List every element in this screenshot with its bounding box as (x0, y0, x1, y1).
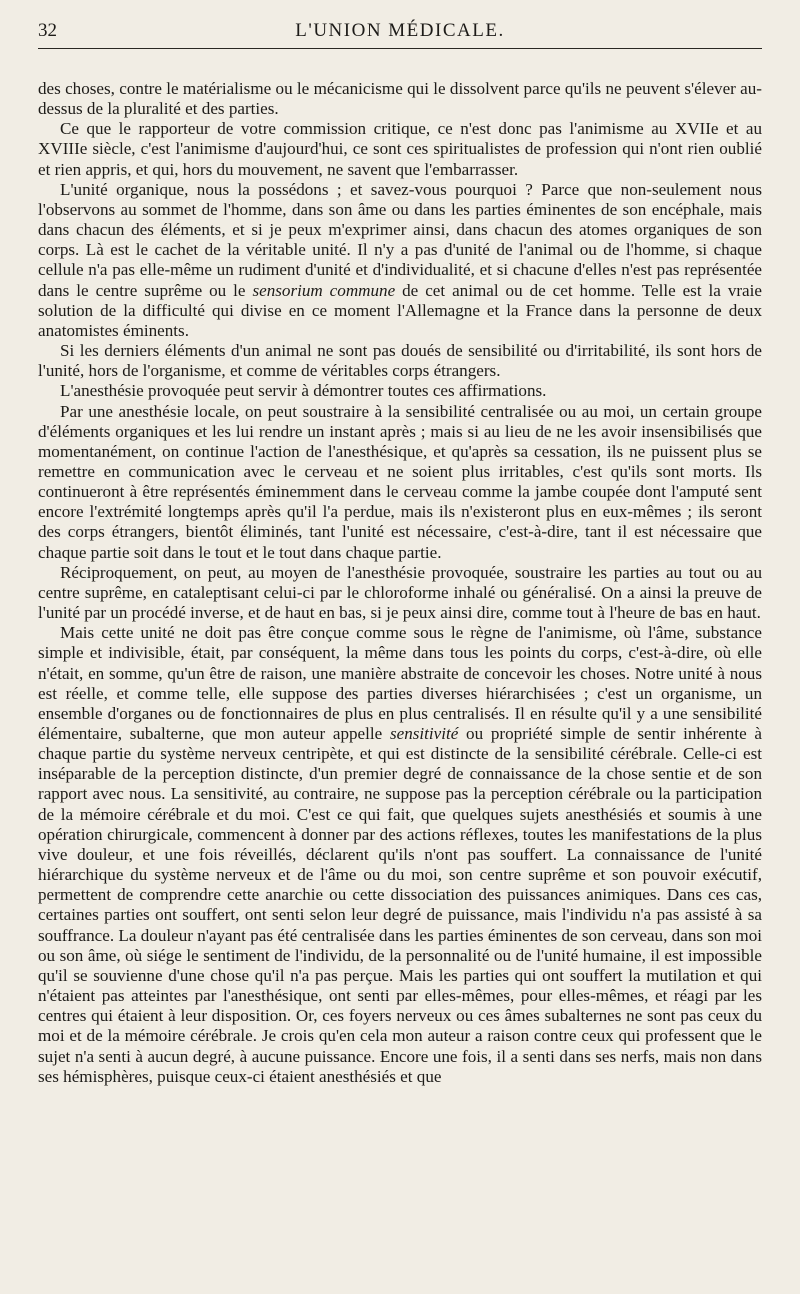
paragraph-text: de cet animal ou de cet homme. Telle est la vraie solution de la difficulté qui divise en ce moment l'Allemagne et la France dans la personne de deux anatomistes éminents. (38, 280, 762, 340)
paragraph (38, 119, 762, 179)
paragraph (38, 341, 762, 381)
italic-term: sensorium commune (252, 280, 396, 300)
paragraph (38, 381, 762, 401)
page-header (38, 18, 762, 49)
paragraph-text: Par une anesthésie locale, on peut soustraire à la sensibilité centralisée ou au moi, un certain groupe d'éléments organiques et les lui rendre un instant après ; mais si au lieu de ne les avoir insensibilisés que momentanément, on continue l'action de l'anesthésique, et qu'après sa cessation, ils ne puissent plus se remettre en communication avec le cerveau et ne soient plus irritables, c'est qu'ils sont morts. Ils continueront à être représentés éminemment dans le cerveau comme la jambe coupée dont l'amputé sent encore l'extrémité longtemps après qu'il l'a perdue, mais ils n'existeront plus en eux-mêmes ; ils seront des corps étrangers, bientôt éliminés, tant l'unité est nécessaire, c'est-à-dire, tant il est nécessaire que chaque partie soit dans le tout et le tout dans chaque partie. (38, 401, 762, 562)
paragraph (38, 79, 762, 119)
paragraph-text: ou propriété simple de sentir inhérente à chaque partie du système nerveux centripète, et qui est distincte de la sensibilité cérébrale. Celle-ci est inséparable de la perception distincte, d'un premier degré de connaissance de la chose sentie et de son rapport avec nous. La sensitivité, au contraire, ne suppose pas la perception cérébrale ou la participation de la mémoire cérébrale et du moi. C'est ce qui fait, que quelques sujets anesthésiés et soumis à une opération chirurgicale, commencent à donner par des actions réflexes, toutes les manifestations de la plus vive douleur, et une fois réveillés, déclarent qu'ils n'ont pas souffert. La connaissance de l'unité hiérarchique du système nerveux et de l'âme ou du moi, son centre suprême et son pouvoir exécutif, permettent de comprendre cette anarchie ou cette dissociation des puissances animiques. Dans ces cas, certaines parties ont souffert, ont senti selon leur degré de puissance, mais l'individu n'a pas assisté à sa souffrance. La douleur n'ayant pas été centralisée dans les parties éminentes de son cerveau, dans son moi ou son âme, où siége le sentiment de l'individu, de la personnalité ou de l'unité humaine, il est impossible qu'il se souvienne d'une chose qu'il n'a pas perçue. Mais les parties qui ont souffert la mutilation et qui n'étaient pas atteintes par l'anesthésique, ont senti par elles-mêmes, pour elles-mêmes, et réagi par les centres qui étaient à leur disposition. Or, ces foyers nerveux ou ces âmes subalternes ne sont pas ceux du moi et de la mémoire cérébrale. Je crois qu'en cela mon auteur a raison contre ceux qui professent que le sujet n'a senti à aucun degré, à aucune puissance. Encore une fois, il a senti dans ses nerfs, mais non dans ses hémisphères, puisque ceux-ci étaient anesthésiés et que (38, 724, 762, 1086)
paragraph (38, 180, 762, 341)
paragraph (38, 563, 762, 623)
paragraph (38, 623, 762, 1087)
italic-term: sensitivité (389, 724, 459, 743)
paragraph-text: L'anesthésie provoquée peut servir à démontrer toutes ces affirmations. (60, 381, 547, 401)
paragraph-text: L'unité organique, nous la possédons ; et savez-vous pourquoi ? Parce que non-seulement nous l'observons au sommet de l'homme, dans son âme ou dans les parties éminentes de son encéphale, mais dans chacun des éléments, et si je peux m'exprimer ainsi, dans chacun des atomes organiques de son corps. Là est le cachet de la véritable unité. Il n'y a pas d'unité de l'animal ou de l'homme, si chaque cellule n'a pas elle-même un rudiment d'unité et d'individualité, et si chacune d'elles n'est pas représentée dans le centre suprême ou le (38, 179, 762, 300)
paragraph-text: Mais cette unité ne doit pas être conçue comme sous le règne de l'animisme, où l'âme, substance simple et indivisible, était, par conséquent, la même dans tous les points du corps, c'est-à-dire, où elle n'était, en somme, qu'un être de raison, une manière abstraite de concevoir les choses. Notre unité à nous est réelle, et comme telle, elle suppose des parties diverses hiérarchisées ; c'est un organisme, un ensemble d'organes ou de fonctionnaires de plus en plus centralisés. Il en résulte qu'il y a une sensibilité élémentaire, subalterne, que mon auteur appelle (38, 623, 762, 743)
paragraph-text: Si les derniers éléments d'un animal ne sont pas doués de sensibilité ou d'irritabilité, ils sont hors de l'unité, hors de l'organisme, et comme de véritables corps étrangers. (38, 341, 762, 381)
paragraph (38, 402, 762, 563)
paragraph-text: Ce que le rapporteur de votre commission critique, ce n'est donc pas l'animisme au XVIIe et au XVIIIe siècle, c'est l'animisme d'aujourd'hui, ce sont ces spiritualistes de profession qui n'ont rien oublié et rien appris, et qui, hors du mouvement, ne savent que l'embarrasser. (38, 119, 762, 179)
paragraph-text: Réciproquement, on peut, au moyen de l'anesthésie provoquée, soustraire les parties au tout ou au centre suprême, en cataleptisant celui-ci par le chloroforme inhalé ou généralisé. On a ainsi la preuve de l'unité par un procédé inverse, et de haut en bas, si je peux ainsi dire, comme tout à l'heure de bas en haut. (38, 562, 762, 623)
running-title: L'UNION MÉDICALE. (295, 20, 505, 41)
body-text (38, 79, 762, 1087)
page-number: 32 (38, 20, 57, 41)
paragraph-text: des choses, contre le matérialisme ou le mécanicisme qui le dissolvent parce qu'ils ne peuvent s'élever au-dessus de la pluralité et des parties. (38, 79, 762, 119)
